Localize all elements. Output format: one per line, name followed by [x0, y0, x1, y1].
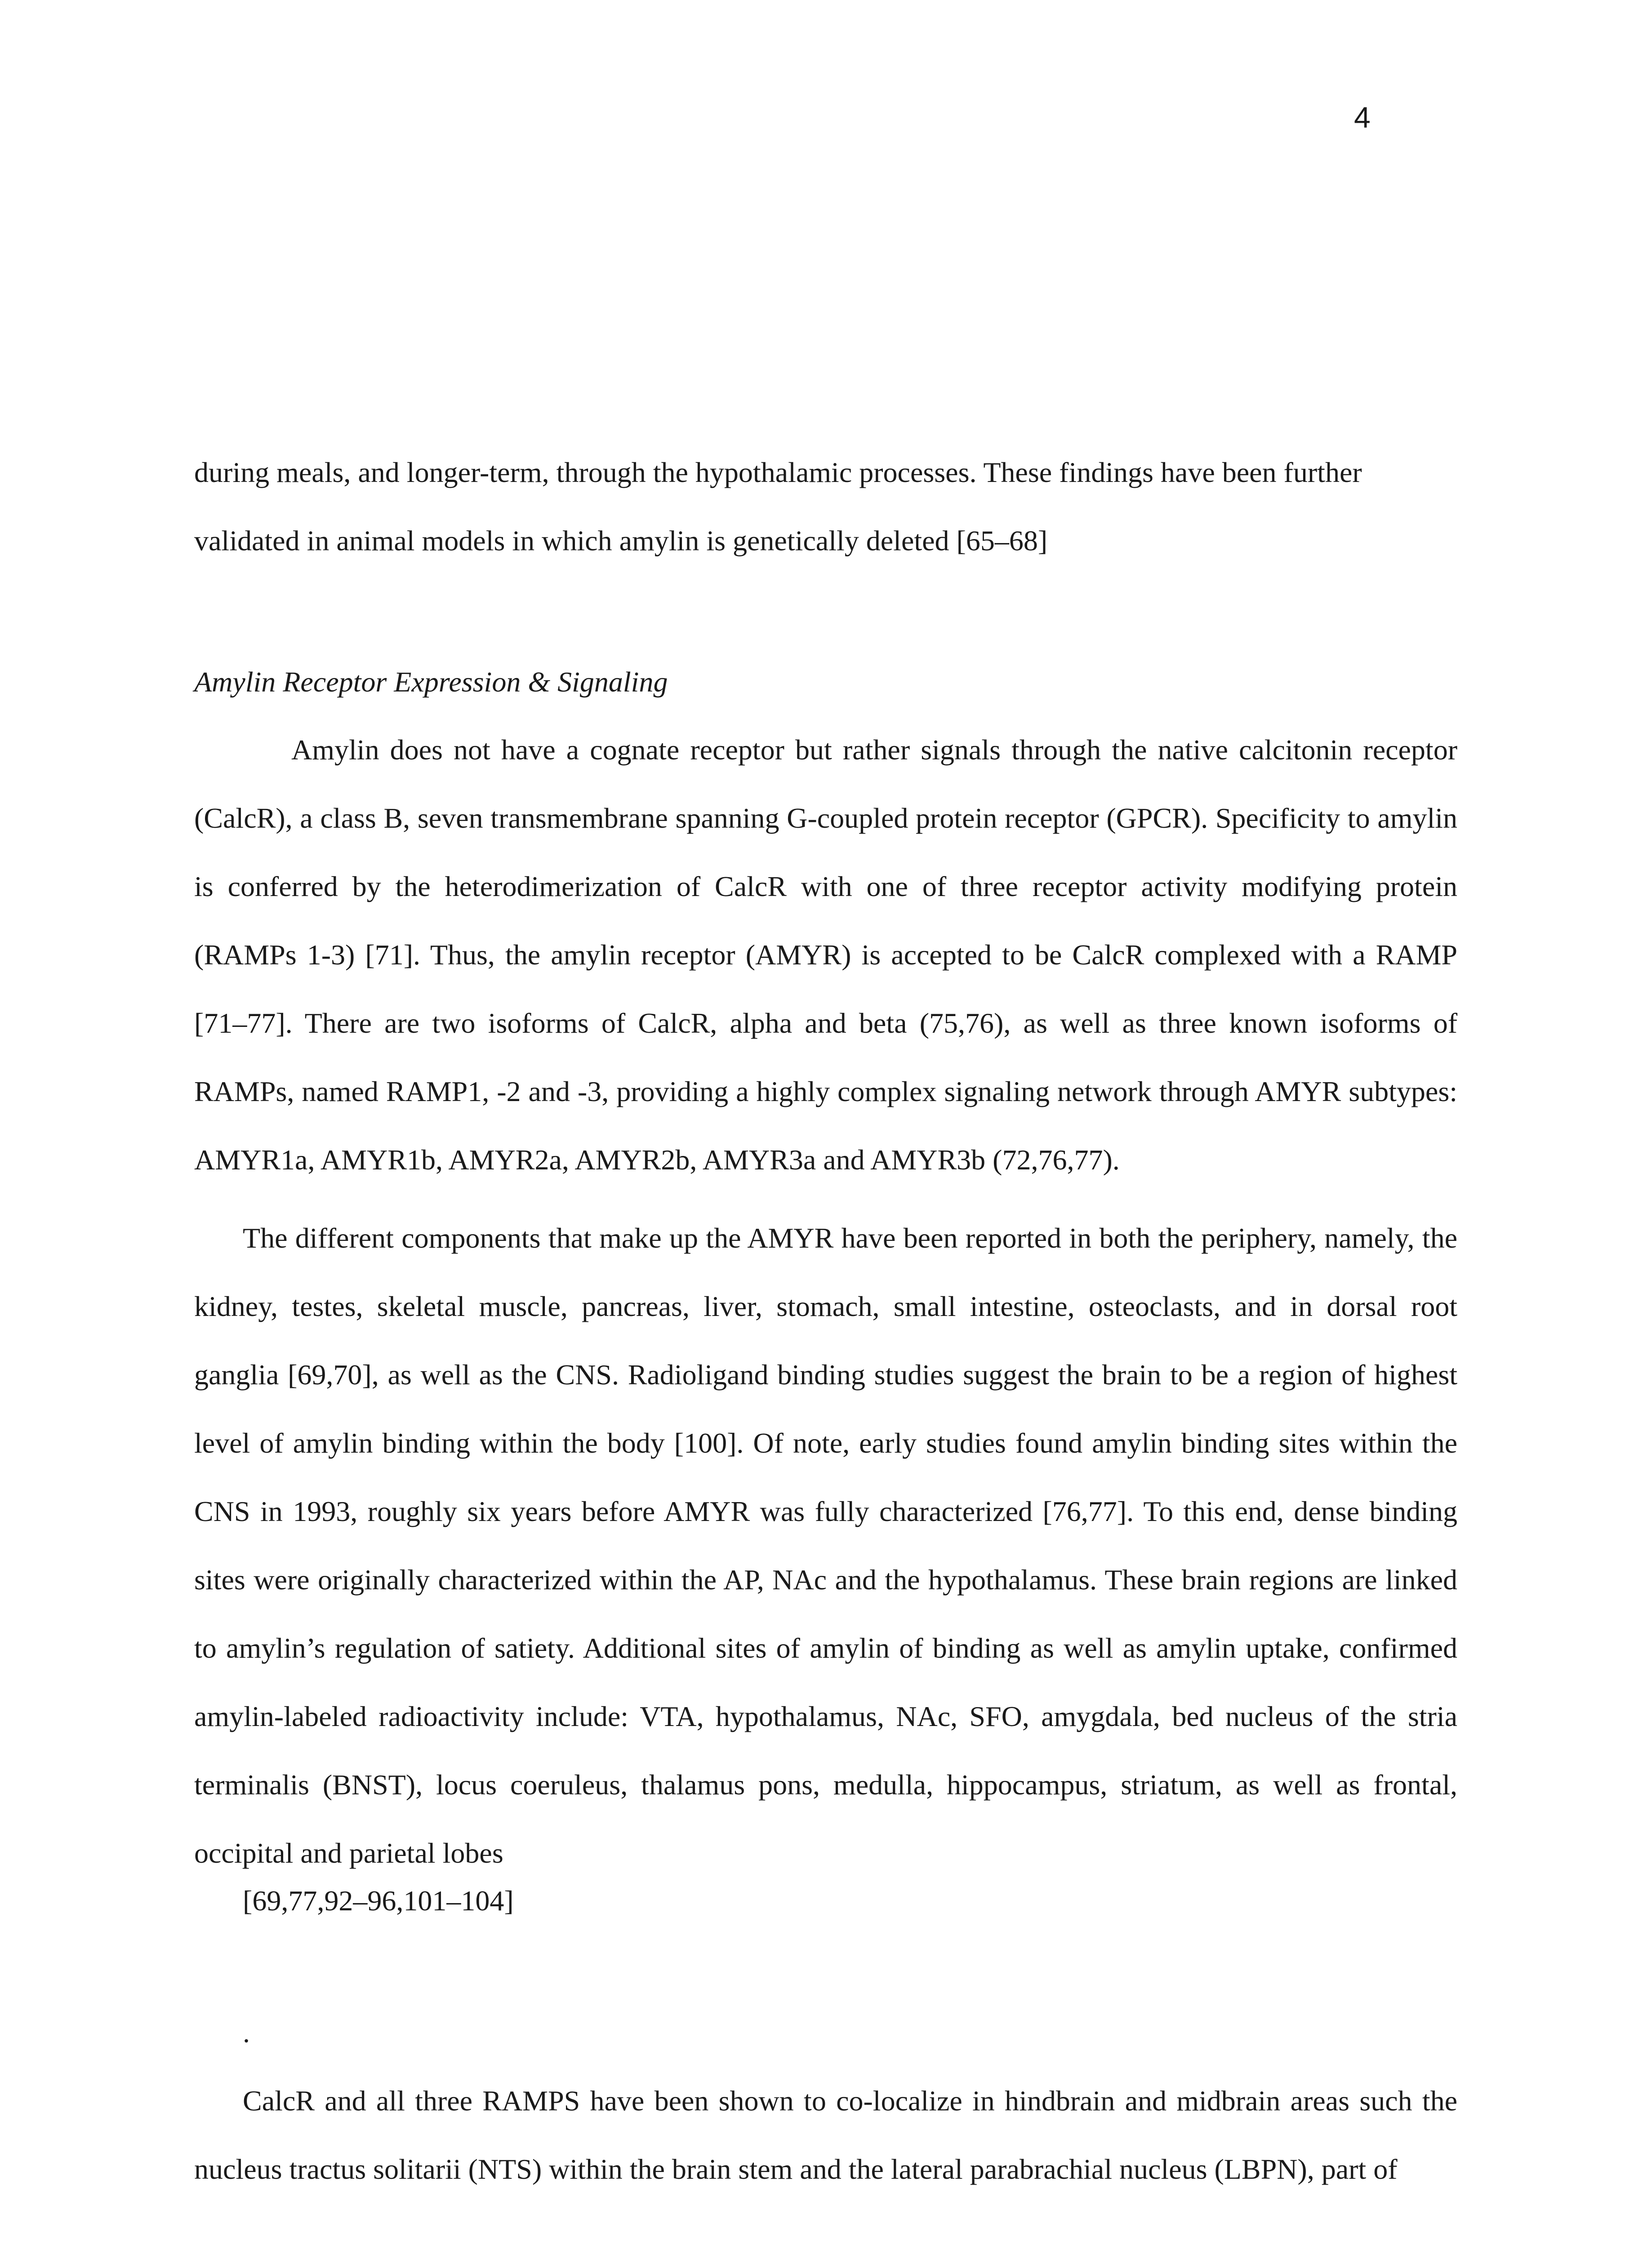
paragraph-receptor: [194, 716, 1457, 1194]
section-heading: Amylin Receptor Expression & Signaling: [194, 666, 668, 698]
page-number: 4: [1354, 101, 1371, 134]
paragraph-text: during meals, and longer-term, through the hypothalamic processes. These findings have been further validated in animal models in which amylin is genetically deleted [65–68]: [194, 456, 1362, 557]
reference-line: [194, 1867, 1457, 1935]
paragraph-text: Amylin does not have a cognate receptor but rather signals through the native calcitonin receptor (CalcR), a class B, seven transmembrane spanning G-coupled protein receptor (GPCR). Specificity to amylin is conferred by the heterodimerization of CalcR with one of three receptor activity modifying protein (RAMPs 1-3) [71]. Thus, the amylin receptor (AMYR) is accepted to be CalcR complexed with a RAMP [71–77]. There are two isoforms of CalcR, alpha and beta (75,76), as well as three known isoforms of RAMPs, named RAMP1, -2 and -3, providing a highly complex signaling network through AMYR subtypes: AMYR1a, AMYR1b, AMYR2a, AMYR2b, AMYR3a and AMYR3b (72,76,77).: [194, 734, 1457, 1176]
paragraph-text: The different components that make up the AMYR have been reported in both the periphery, namely, the kidney, testes, skeletal muscle, pancreas, liver, stomach, small intestine, osteoclasts, and in dorsal root ganglia [69,70], as well as the CNS. Radioligand binding studies suggest the brain to be a region of highest level of amylin binding within the body [100]. Of note, early studies found amylin binding sites within the CNS in 1993, roughly six years before AMYR was fully characterized [76,77]. To this end, dense binding sites were originally characterized within the AP, NAc and the hypothalamus. These brain regions are linked to amylin’s regulation of satiety. Additional sites of amylin of binding as well as amylin uptake, confirmed amylin-labeled radioactivity include: VTA, hypothalamus, NAc, SFO, amygdala, bed nucleus of the stria terminalis (BNST), locus coeruleus, thalamus pons, medulla, hippocampus, striatum, as well as frontal, occipital and parietal lobes: [194, 1222, 1457, 1869]
paragraph-distribution: [194, 1204, 1457, 1887]
paragraph-colocalization: [194, 2067, 1457, 2203]
paragraph-text: CalcR and all three RAMPS have been shown to co-localize in hindbrain and midbrain areas such the nucleus tractus solitarii (NTS) within the brain stem and the lateral parabrachial nucleus (LBPN), part of: [194, 2085, 1457, 2185]
reference-text: [69,77,92–96,101–104]: [243, 1885, 514, 1917]
paragraph-continuation: [194, 438, 1457, 575]
stray-period-line: [194, 1998, 1457, 2067]
section-heading-block: [194, 648, 1457, 716]
stray-period: .: [243, 2016, 250, 2048]
